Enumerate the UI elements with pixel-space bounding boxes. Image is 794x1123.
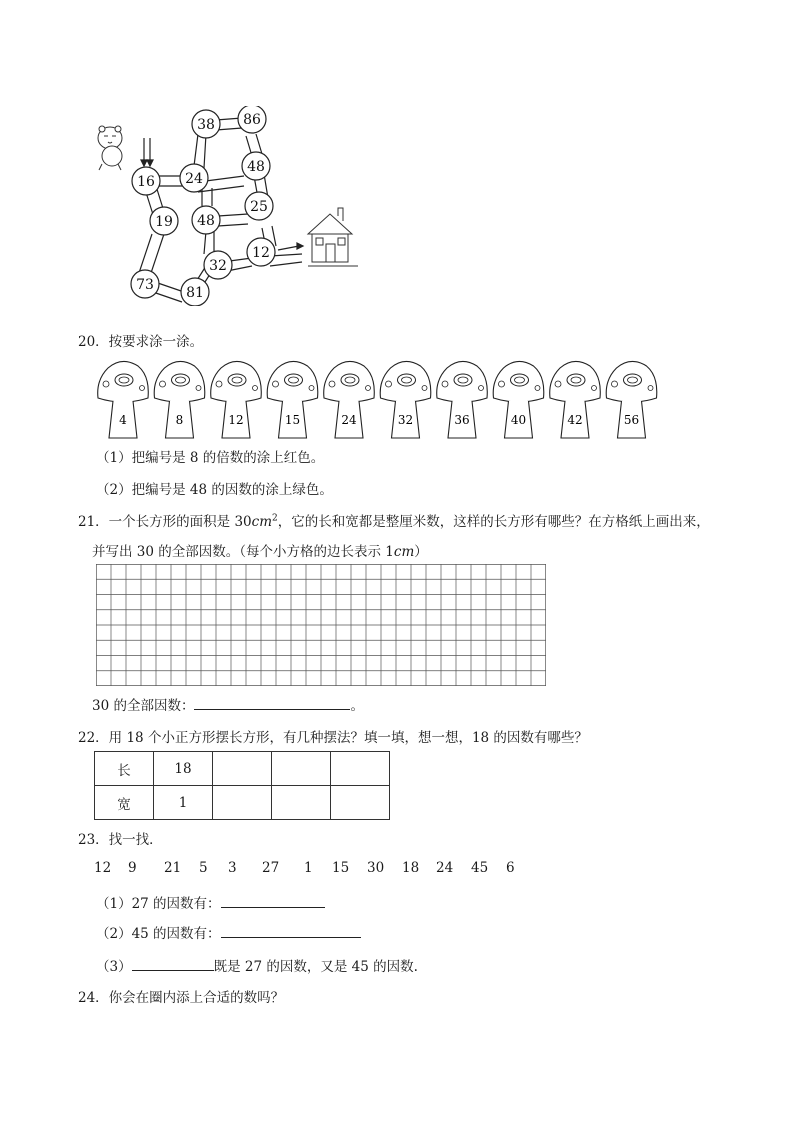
number-item: 27 bbox=[262, 860, 280, 876]
mushroom-36[interactable] bbox=[437, 361, 488, 438]
mushroom-4[interactable] bbox=[98, 361, 149, 438]
question-23-title: 23．找一找． bbox=[78, 832, 163, 848]
q21-answer-label: 30 的全部因数： bbox=[92, 698, 195, 714]
q21-answer-end: 。 bbox=[350, 698, 364, 714]
table-cell: 1 bbox=[154, 786, 213, 820]
number-item: 15 bbox=[332, 860, 350, 876]
maze-label: 19 bbox=[155, 214, 173, 230]
mushroom-label: 56 bbox=[623, 413, 640, 427]
q21-line2-end: ） bbox=[414, 544, 428, 560]
maze-label: 38 bbox=[197, 117, 215, 133]
table-cell-empty[interactable] bbox=[272, 786, 331, 820]
mushroom-label: 40 bbox=[510, 413, 527, 427]
mushroom-42[interactable] bbox=[550, 361, 601, 438]
maze-label: 24 bbox=[185, 171, 203, 187]
house-icon bbox=[308, 208, 358, 266]
grid-paper bbox=[96, 564, 546, 686]
maze-label: 73 bbox=[136, 277, 154, 293]
q21-unit: cm bbox=[251, 514, 273, 530]
number-item: 45 bbox=[471, 860, 489, 876]
q23-sub3-a: （3） bbox=[96, 959, 132, 975]
number-item: 9 bbox=[128, 860, 137, 876]
end-arrow-icon bbox=[278, 243, 303, 250]
q23-sub3 bbox=[96, 955, 418, 975]
q21-line2-unit: cm bbox=[393, 544, 415, 560]
number-item: 18 bbox=[402, 860, 420, 876]
number-item: 12 bbox=[94, 860, 112, 876]
q23-sub3-blank[interactable] bbox=[132, 970, 214, 971]
maze-label: 32 bbox=[209, 258, 227, 274]
q23-sub3-b: 既是 27 的因数，又是 45 的因数. bbox=[213, 959, 418, 975]
question-22-title: 22．用 18 个小正方形摆长方形，有几种摆法？填一填，想一想，18 的因数有哪些？ bbox=[78, 730, 588, 746]
mushroom-12[interactable] bbox=[211, 361, 262, 438]
mushroom-40[interactable] bbox=[493, 361, 544, 438]
maze-label: 48 bbox=[247, 159, 265, 175]
q21-line1-a: 21．一个长方形的面积是 30 bbox=[78, 514, 252, 530]
mushroom-label: 32 bbox=[397, 413, 414, 427]
table-row bbox=[95, 752, 390, 786]
number-item: 24 bbox=[436, 860, 454, 876]
q23-sub1 bbox=[96, 892, 325, 912]
mushroom-24[interactable] bbox=[324, 361, 375, 438]
q23-sub1-label: （1）27 的因数有： bbox=[96, 896, 221, 912]
q21-answer-blank[interactable] bbox=[194, 709, 350, 710]
question-21-line2 bbox=[92, 540, 428, 560]
maze-label: 48 bbox=[197, 213, 215, 229]
table-cell-empty[interactable] bbox=[331, 786, 390, 820]
number-item: 21 bbox=[164, 860, 182, 876]
q22-table bbox=[94, 751, 390, 820]
number-item: 30 bbox=[367, 860, 385, 876]
mushroom-label: 12 bbox=[228, 413, 244, 427]
question-24-title: 24．你会在圈内添上合适的数吗？ bbox=[78, 990, 285, 1006]
question-20-title: 20．按要求涂一涂。 bbox=[78, 334, 204, 350]
q21-line2: 并写出 30 的全部因数。（每个小方格的边长表示 1 bbox=[92, 544, 394, 560]
mushroom-32[interactable] bbox=[380, 361, 431, 438]
q20-sub1: （1）把编号是 8 的倍数的涂上红色。 bbox=[96, 450, 325, 466]
number-item: 5 bbox=[199, 860, 208, 876]
mushroom-label: 36 bbox=[454, 413, 470, 427]
maze-label: 12 bbox=[252, 245, 270, 261]
mushroom-label: 15 bbox=[284, 413, 301, 427]
q21-line1-b: ，它的长和宽都是整厘米数，这样的长方形有哪些？在方格纸上画出来， bbox=[277, 514, 710, 530]
q21-sup: 2 bbox=[272, 513, 278, 524]
tiger-icon bbox=[98, 126, 122, 170]
mushroom-8[interactable] bbox=[154, 361, 205, 438]
q23-sub2 bbox=[96, 922, 361, 942]
start-arrow-icon bbox=[141, 138, 153, 166]
q21-answer bbox=[92, 694, 364, 714]
q23-sub1-blank[interactable] bbox=[221, 907, 325, 908]
table-cell: 宽 bbox=[95, 786, 154, 820]
mushroom-row bbox=[92, 358, 672, 440]
mushroom-label: 42 bbox=[567, 413, 583, 427]
number-item: 1 bbox=[304, 860, 313, 876]
table-cell: 长 bbox=[95, 752, 154, 786]
mushroom-15[interactable] bbox=[267, 361, 318, 438]
table-cell-empty[interactable] bbox=[272, 752, 331, 786]
mushroom-label: 8 bbox=[175, 413, 184, 427]
mushroom-label: 24 bbox=[341, 413, 357, 427]
table-row bbox=[95, 786, 390, 820]
table-cell-empty[interactable] bbox=[331, 752, 390, 786]
table-cell-empty[interactable] bbox=[213, 786, 272, 820]
mushroom-label: 4 bbox=[119, 413, 127, 427]
table-cell: 18 bbox=[154, 752, 213, 786]
number-item: 3 bbox=[228, 860, 237, 876]
maze-label: 16 bbox=[137, 174, 155, 190]
number-item: 6 bbox=[506, 860, 515, 876]
table-cell-empty[interactable] bbox=[213, 752, 272, 786]
maze-figure bbox=[94, 106, 364, 306]
maze-label: 81 bbox=[186, 285, 204, 301]
q20-sub2: （2）把编号是 48 的因数的涂上绿色。 bbox=[96, 482, 333, 498]
maze-label: 25 bbox=[250, 199, 268, 215]
q23-sub2-label: （2）45 的因数有： bbox=[96, 926, 221, 942]
maze-label: 86 bbox=[243, 112, 261, 128]
q23-sub2-blank[interactable] bbox=[221, 937, 361, 938]
mushroom-56[interactable] bbox=[606, 361, 657, 438]
question-21-line1 bbox=[78, 510, 710, 530]
